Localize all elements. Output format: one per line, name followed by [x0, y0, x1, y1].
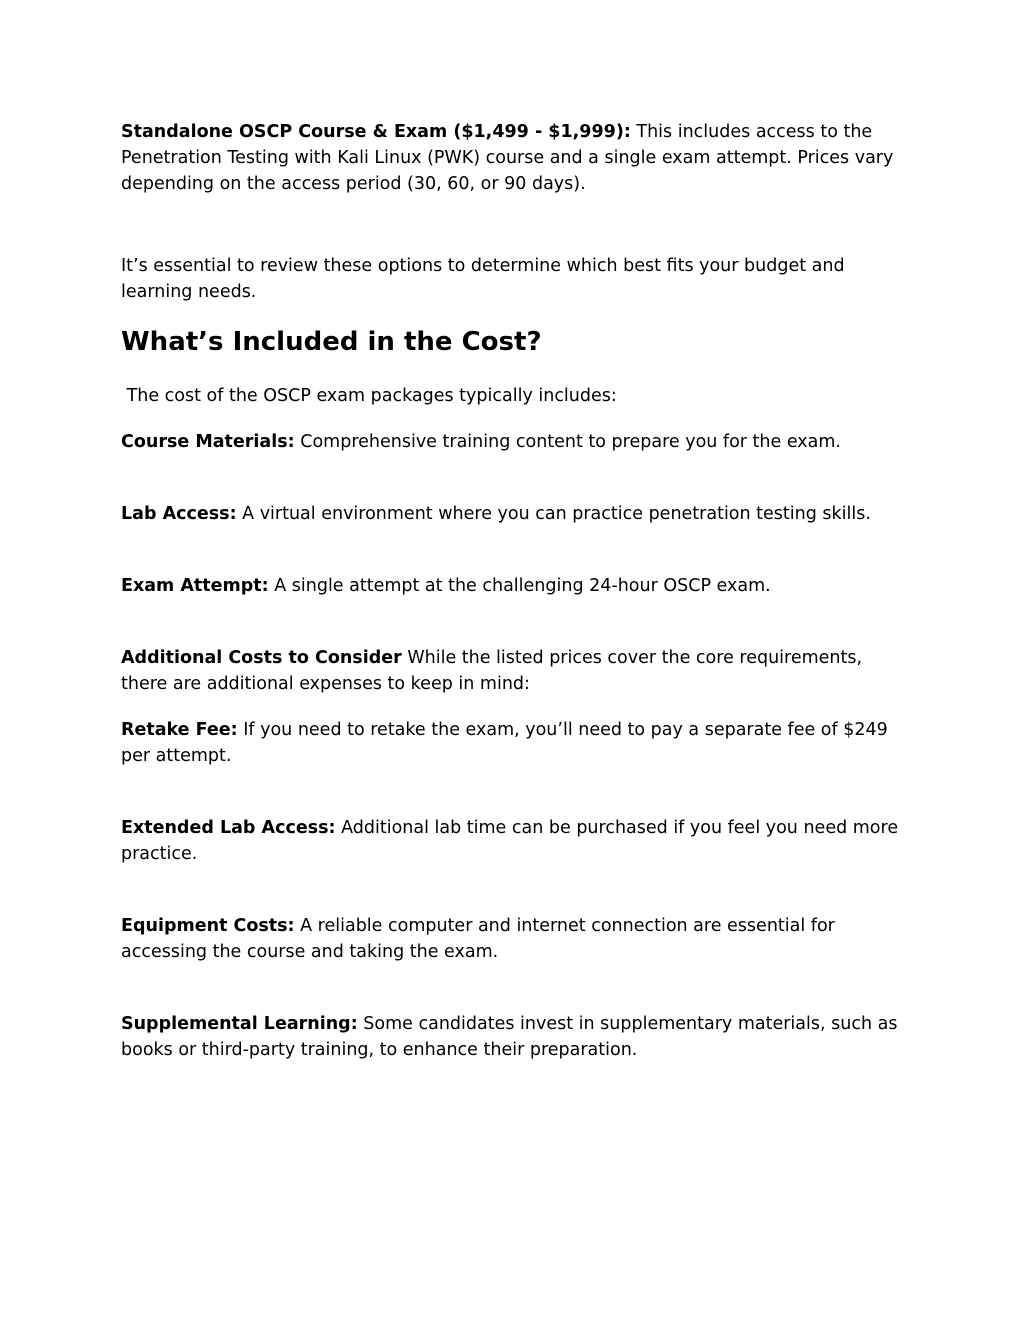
retake-fee-text: If you need to retake the exam, you’ll need to pay a separate fee of $249 per attempt.: [121, 720, 888, 766]
additional-costs-text: While the listed prices cover the core requirements, there are additional expenses to keep in mind:: [121, 648, 863, 694]
exam-attempt-text: A single attempt at the challenging 24-hour OSCP exam.: [274, 576, 771, 596]
additional-costs-paragraph: [121, 645, 911, 697]
included-intro-paragraph: The cost of the OSCP exam packages typically includes:: [121, 386, 617, 406]
standalone-course-label: Standalone OSCP Course & Exam ($1,499 - $1,999):: [121, 122, 631, 142]
supplemental-learning-paragraph: [121, 1011, 911, 1063]
equipment-costs-label: Equipment Costs:: [121, 916, 295, 936]
extended-lab-access-text: Additional lab time can be purchased if you feel you need more practice.: [121, 818, 899, 864]
exam-attempt-label: Exam Attempt:: [121, 576, 269, 596]
course-materials-text: Comprehensive training content to prepare you for the exam.: [300, 432, 841, 452]
document-page: [121, 119, 911, 1063]
additional-costs-label: Additional Costs to Consider: [121, 648, 402, 668]
lab-access-label: Lab Access:: [121, 504, 237, 524]
course-materials-label: Course Materials:: [121, 432, 295, 452]
course-materials-paragraph: [121, 429, 911, 455]
exam-attempt-paragraph: [121, 573, 911, 599]
equipment-costs-paragraph: [121, 913, 911, 965]
supplemental-learning-label: Supplemental Learning:: [121, 1014, 358, 1034]
retake-fee-label: Retake Fee:: [121, 720, 238, 740]
standalone-course-paragraph: [121, 119, 911, 197]
standalone-course-text: This includes access to the Penetration Testing with Kali Linux (PWK) course and a single exam attempt. Prices vary depending on the access period (30, 60, or 90 days).: [121, 122, 894, 194]
equipment-costs-text: A reliable computer and internet connection are essential for accessing the course and taking the exam.: [121, 916, 835, 962]
extended-lab-access-paragraph: [121, 815, 911, 867]
review-options-paragraph: It’s essential to review these options to determine which best fits your budget and learning needs.: [121, 256, 845, 302]
extended-lab-access-label: Extended Lab Access:: [121, 818, 336, 838]
lab-access-text: A virtual environment where you can practice penetration testing skills.: [242, 504, 871, 524]
supplemental-learning-text: Some candidates invest in supplementary materials, such as books or third-party training, to enhance their preparation.: [121, 1014, 898, 1060]
retake-fee-paragraph: [121, 717, 911, 769]
lab-access-paragraph: [121, 501, 911, 527]
section-heading-included: What’s Included in the Cost?: [121, 327, 542, 357]
